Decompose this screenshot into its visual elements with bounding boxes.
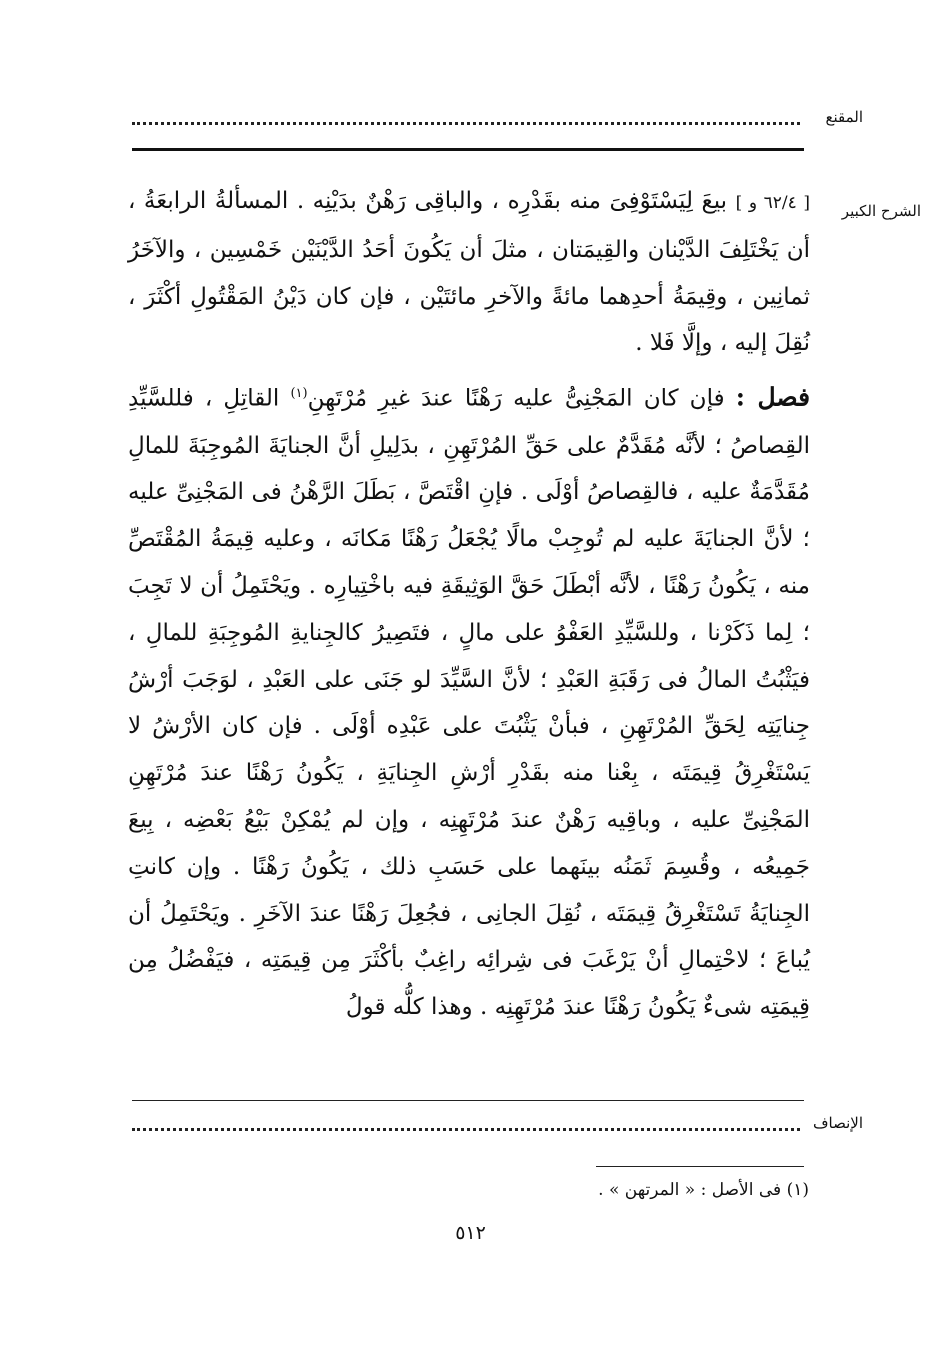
header-rule — [132, 148, 804, 151]
paragraph-1 — [128, 178, 810, 367]
paragraph-2-text: القاتِلِ ، فللسَّيِّدِ القِصاصُ ؛ لأنَّه مُقَدَّمٌ على حَقِّ المُرْتَهِنِ ، بدَلِيلِ أنَّ الجنايَةَ المُوجِبَةَ للمالِ مُقَدَّمَةٌ عليه ، فالقِصاصُ أوْلَى . فإنِ اقْتَصَّ ، بَطَلَ الرَّهْنُ فى المَجْنِىِّ عليه ؛ لأنَّ الجنايَةَ عليه لم تُوجِبْ مالًا يُجْعَلُ رَهْنًا مَكانَه ، وعليه قِيمَةُ المُقْتَصِّ منه ، يَكُونُ رَهْنًا ، لأنَّه أبْطَلَ حَقَّ الوَثِيقَةِ فيه باخْتِيارِه . ويَحْتَمِلُ أن لا تَجِبَ ؛ لِما ذَكَرْنا ، وللسَّيِّدِ العَفْوُ على مالٍ ، فتَصِيرُ كالجِنايةِ المُوجِبَةِ للمالِ ، فيَثْبُتُ المالُ فى رَقَبَةِ العَبْدِ ؛ لأنَّ السَّيِّدَ لو جَنَى على العَبْدِ ، لوَجَبَ أرْشُ جِنايَتِه لِحَقِّ المُرْتَهِنِ ، فبأنْ يَثْبُتَ على عَبْدِه أوْلَى . فإن كان الأرْشُ لا يَسْتَغْرِقُ قِيمَتَه ، بِعْنا منه بقَدْرِ أرْشِ الجِنايَةِ ، يَكُونُ رَهْنًا عندَ مُرْتَهِنِ المَجْنِىِّ عليه ، وباقِيه رَهْنٌ عندَ مُرْتَهِنِه ، وإن لم يُمْكِنْ بَيْعُ بَعْضِه ، بِيعَ جَمِيعُه ، وقُسِمَ ثَمَنُه بينَهما على حَسَبِ ذلك ، يَكُونُ رَهْنًا . وإن كانتِ الجِنايَةُ تَسْتَغْرِقُ قِيمَتَه ، نُقِلَ الجانِى ، فجُعِلَ رَهْنًا عندَ الآخَرِ . ويَحْتَمِلُ أن يُباعَ ؛ لاحْتِمالِ أنْ يَرْغَبَ فى شِرائِه راغِبٌ بأكْثَرَ مِن قِيمَتِه ، فيَفْضُلُ مِن قِيمَتِه شىءٌ يَكُونُ رَهْنًا عندَ مُرْتَهِنِه . وهذا كلُّه قولُ — [128, 385, 810, 1021]
folio-reference: [ ٦٢/٤ و ] — [735, 193, 811, 213]
footnote-rule — [596, 1166, 804, 1167]
insaf-label: الإنصاف — [812, 1114, 863, 1132]
sharh-label: الشرح الكبير — [841, 202, 921, 220]
page-number: ٥١٢ — [455, 1222, 486, 1244]
main-text — [128, 178, 810, 1031]
footer-rule — [132, 1100, 804, 1101]
paragraph-2-lead: فإن كان المَجْنِىُّ عليه رَهْنًا عندَ غيرِ مُرْتَهِنِ — [307, 385, 725, 412]
footnote-marker: (١) — [290, 386, 308, 402]
paragraph-1-text: بيعَ لِيَسْتَوْفِىَ منه بقَدْرِه ، والباقِى رَهْنٌ بدَيْنِه . المسألةُ الرابعَةُ ، أن يَخْتَلِفَ الدَّيْنان والقِيمَتان ، مثلَ أن يَكُونَ أحَدُ الدَّيْنَيْن خَمْسِين ، والآخَرُ ثمانِين ، وقِيمَةُ أحدِهما مائةً والآخرِ مائتَيْن ، فإن كان دَيْنُ المَقْتُولِ أكْثَرَ ، نُقِلَ إليه ، وإلَّا فَلا . — [128, 188, 810, 357]
muqni-label: المقنع — [825, 108, 863, 126]
paragraph-2 — [128, 371, 810, 1031]
muqni-dotted-placeholder — [132, 122, 800, 125]
section-heading: فصل : — [735, 382, 811, 412]
footnote: (١) فى الأصل : « المرتهن » . — [598, 1180, 809, 1200]
insaf-dotted-placeholder — [132, 1128, 800, 1131]
